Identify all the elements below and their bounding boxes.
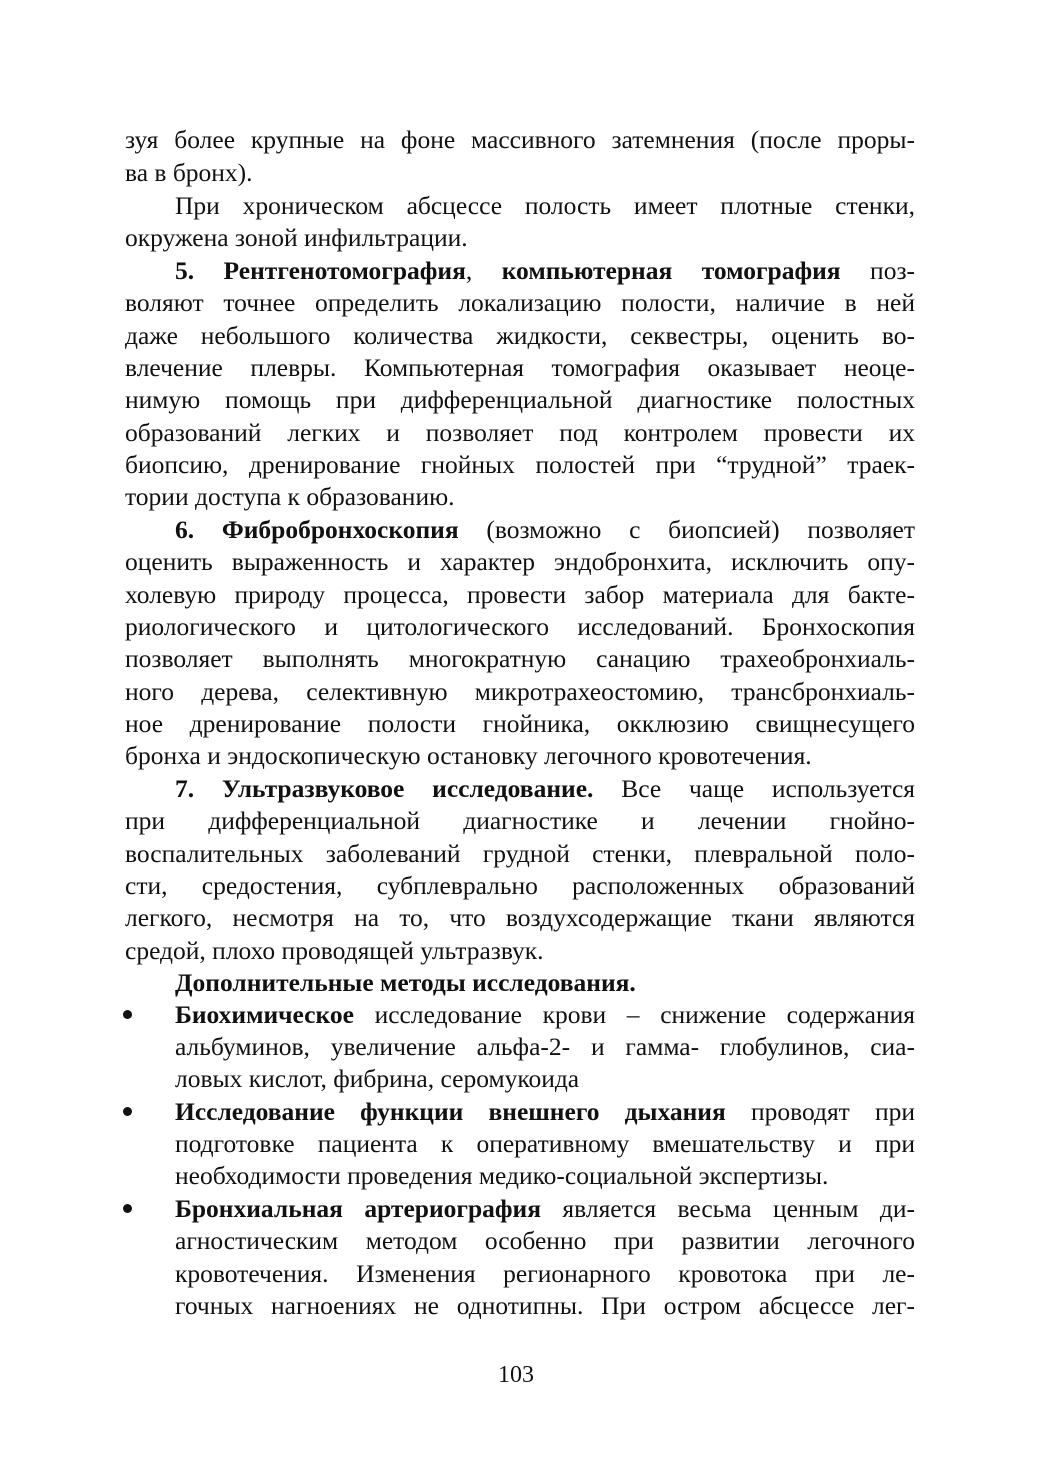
section-5-first-line [175,255,915,287]
section-6-term: 6. Фибробронхоскопия [175,515,459,544]
page-number: 103 [498,1362,534,1388]
text-line: окружена зоной инфильтрации. [125,223,468,252]
text-run: исследование крови – снижение содержания [374,1000,915,1029]
text-run: является весьма ценным ди- [562,1194,916,1223]
bullet-term: Биохимическое [175,1000,354,1029]
text-line: при дифференциальной диагностике и лечении гнойно- [125,806,915,835]
text-line: средой, плохо проводящей ультразвук. [125,936,544,965]
section-6-first-line [175,514,915,546]
text-line: тории доступа к образованию. [125,482,455,511]
text-line: кровотечения. Изменения регионарного кровотока при ле- [175,1259,915,1288]
text-run: Все чаще используется [621,774,915,803]
bullet-term: Исследование функции внешнего дыхания [175,1097,726,1126]
bullet-item-first-line [175,999,915,1031]
text-line: гочных нагноениях не однотипны. При остром абсцессе лег- [175,1291,915,1320]
section-5-term-2: компьютерная томография [501,256,841,285]
text-line: сти, средостения, субплеврально расположенных образований [125,871,915,900]
text-line: бронха и эндоскопическую остановку легочного кровотечения. [125,741,812,770]
bullet-icon [123,1107,132,1116]
text-line: биопсию, дренирование гнойных полостей при “трудной” траек- [125,450,915,479]
bullet-item-first-line [175,1096,915,1128]
text-run: проводят при [750,1097,916,1126]
section-5-term-1: 5. Рентгенотомография [175,256,466,285]
text-line: подготовке пациента к оперативному вмешательству и при [175,1129,915,1158]
text-line: агностическим методом особенно при развитии легочного [175,1226,915,1255]
bullet-icon [123,1204,132,1213]
text-line: зуя более крупные на фоне массивного затемнения (после проры- [125,125,915,154]
text-line: воляют точнее определить локализацию полости, наличие в ней [125,288,915,317]
text-run: поз- [870,256,916,285]
text-line: ловых кислот, фибрина, серомукоида [175,1064,580,1093]
text-line: холевую природу процесса, провести забор материала для бакте- [125,580,915,609]
text-line: позволяет выполнять многократную санацию трахеобронхиаль- [125,644,915,673]
text-line: ва в бронх). [125,158,253,187]
text-line: необходимости проведения медико-социальной экспертизы. [175,1161,829,1190]
text-run: (возможно с биопсией) позволяет [486,515,915,544]
text-line: альбуминов, увеличение альфа-2- и гамма- глобулинов, сиа- [175,1032,915,1061]
text-line: риологического и цитологического исследований. Бронхоскопия [125,612,915,641]
text-line: оценить выраженность и характер эндобронхита, исключить опу- [125,547,915,576]
text-line: воспалительных заболеваний грудной стенки, плевральной поло- [125,839,915,868]
section-7-term: 7. Ультразвуковое исследование. [175,774,594,803]
text-line: даже небольшого количества жидкости, секвестры, оценить во- [125,321,915,350]
text-line: образований легких и позволяет под контролем провести их [125,418,915,447]
text-line: ного дерева, селективную микротрахеостомию, трансбронхиаль- [125,677,915,706]
text-line: нимую помощь при дифференциальной диагностике полостных [125,385,915,414]
bullet-item-first-line [175,1193,915,1225]
bullet-term: Бронхиальная артериография [175,1194,542,1223]
text-line: При хроническом абсцессе полость имеет плотные стенки, [175,191,915,220]
bullet-icon [123,1010,132,1019]
text-line: легкого, несмотря на то, что воздухсодержащие ткани являются [125,903,915,932]
text-run: , [465,256,473,285]
text-line: влечение плевры. Компьютерная томография оказывает неоце- [125,353,915,382]
subheading-additional-methods: Дополнительные методы исследования. [175,968,636,997]
text-line: ное дренирование полости гнойника, окклюзию свищнесущего [125,709,915,738]
section-7-first-line [175,773,915,805]
